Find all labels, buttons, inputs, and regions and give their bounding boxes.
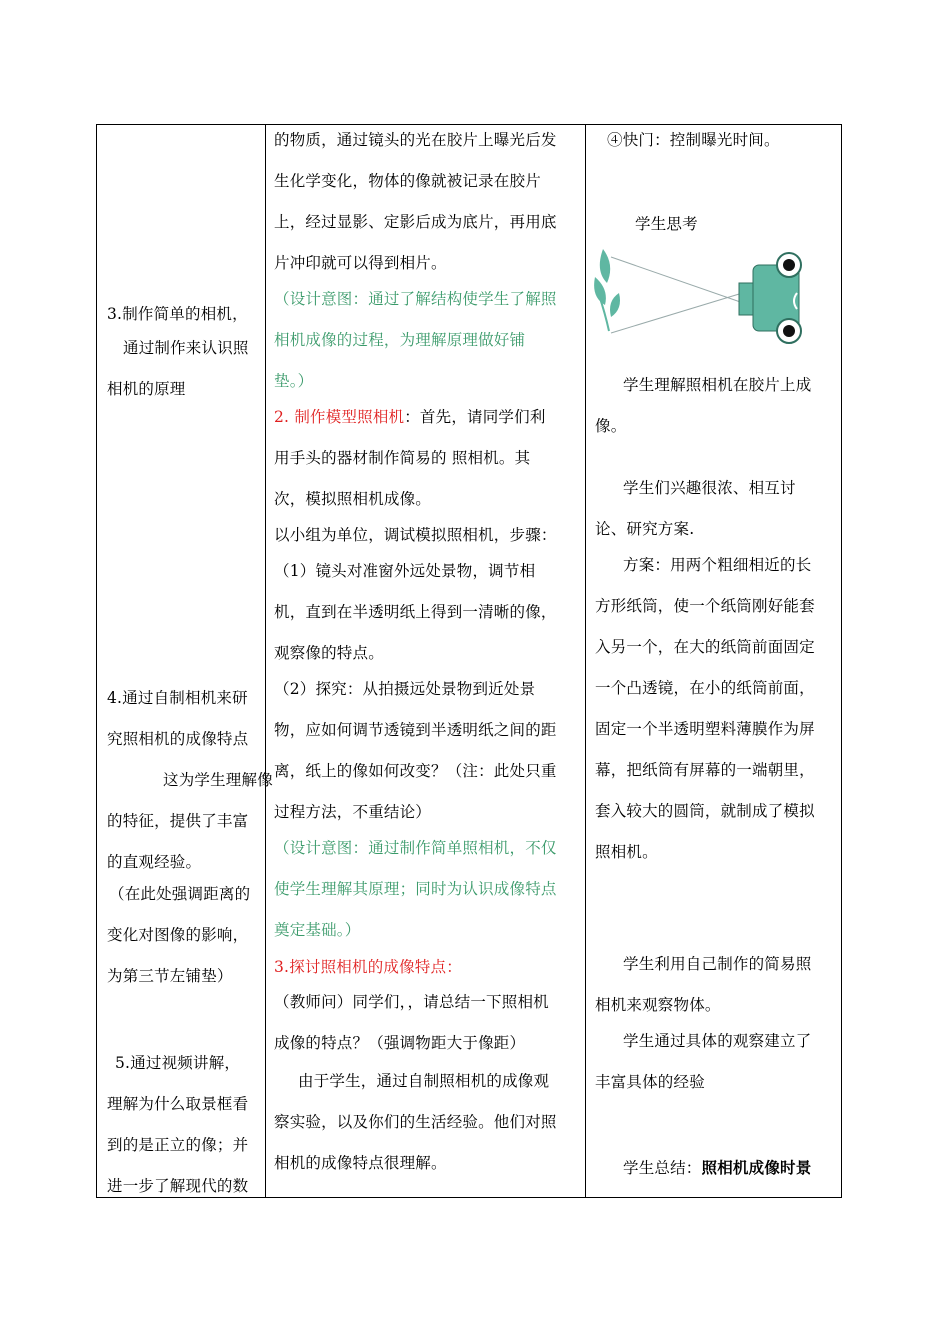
design-intent-note: 使学生理解其原理；同时为认识成像特点 <box>274 880 557 898</box>
camera-icon <box>739 253 801 343</box>
col3-line: 照相机。 <box>595 843 658 861</box>
col1-line: 5.通过视频讲解， <box>115 1054 241 1072</box>
col2-line: 物，应如何调节透镜到半透明纸之间的距 <box>274 721 557 739</box>
col2-line: 2. 制作模型照相机：首先，请同学们利 <box>274 408 546 426</box>
col3-line: 学生们兴趣很浓、相互讨 <box>623 479 796 497</box>
col2-line: 次，模拟照相机成像。 <box>274 490 432 508</box>
col3-line: ④快门：控制曝光时间。 <box>607 131 780 149</box>
col2-line: 的物质，通过镜头的光在胶片上曝光后发 <box>274 131 557 149</box>
summary-emphasis: 照相机成像时景 <box>701 1158 812 1177</box>
col2-line: 察实验，以及你们的生活经验。他们对照 <box>274 1113 557 1131</box>
col2-line: 由于学生，通过自制照相机的成像观 <box>298 1072 550 1090</box>
col2-line: 机，直到在半透明纸上得到一清晰的像， <box>274 603 557 621</box>
col3-line: 方案：用两个粗细相近的长 <box>623 556 812 574</box>
col3-line: 丰富具体的经验 <box>595 1073 705 1091</box>
col1-line: 进一步了解现代的数 <box>107 1177 249 1195</box>
col1-line: 4.通过自制相机来研 <box>107 689 248 707</box>
camera-imaging-figure <box>593 243 809 361</box>
lesson-table <box>96 124 842 1198</box>
col3-line: 相机来观察物体。 <box>595 996 721 1014</box>
col2-line: 相机的成像特点很理解。 <box>274 1154 447 1172</box>
col1-line: 通过制作来认识照 <box>123 339 249 357</box>
col1-line: （在此处强调距离的 <box>109 885 251 903</box>
col2-line: 上，经过显影、定影后成为底片，再用底 <box>274 213 557 231</box>
col1-line: 这为学生理解像 <box>163 771 273 789</box>
section-heading: 3.探讨照相机的成像特点： <box>274 958 462 976</box>
col2-line: （1）镜头对准窗外远处景物，调节相 <box>274 562 536 580</box>
col1-line: 理解为什么取景框看 <box>107 1095 249 1113</box>
col1-line: 为第三节左铺垫） <box>107 967 233 985</box>
col3-line: 论、研究方案. <box>595 520 695 538</box>
col1-line: 相机的原理 <box>107 380 186 398</box>
teaching-goal-column <box>97 125 273 1197</box>
col3-line: 学生通过具体的观察建立了 <box>623 1032 812 1050</box>
col1-line: 究照相机的成像特点 <box>107 730 249 748</box>
col3-line: 入另一个，在大的纸筒前面固定 <box>595 638 815 656</box>
col2-line: 生化学变化，物体的像就被记录在胶片 <box>274 172 541 190</box>
col3-line: 幕，把纸筒有屏幕的一端朝里， <box>595 761 815 779</box>
col2-line: （2）探究：从拍摄远处景物到近处景 <box>274 680 536 698</box>
col2-line: 离，纸上的像如何改变？（注：此处只重 <box>274 762 557 780</box>
design-intent-note: （设计意图：通过制作简单照相机，不仅 <box>274 839 557 857</box>
student-activity-column <box>585 125 841 1197</box>
col1-line: 变化对图像的影响， <box>107 926 249 944</box>
col2-line: （教师问）同学们，，请总结一下照相机 <box>274 993 549 1011</box>
col3-line: 固定一个半透明塑料薄膜作为屏 <box>595 720 815 738</box>
col2-line: 片冲印就可以得到相片。 <box>274 254 447 272</box>
col1-line: 的特征，提供了丰富 <box>107 812 249 830</box>
design-intent-note: 垫。） <box>274 372 314 390</box>
section-heading: 2. 制作模型照相机 <box>274 408 405 426</box>
col1-line: 到的是正立的像；并 <box>107 1136 249 1154</box>
col3-line: 学生理解照相机在胶片上成 <box>623 376 812 394</box>
col3-line: 学生总结：照相机成像时景 <box>623 1158 812 1177</box>
teacher-activity-column <box>265 125 586 1197</box>
col3-line: 一个凸透镜，在小的纸筒前面， <box>595 679 815 697</box>
col3-line: 学生利用自己制作的简易照 <box>623 955 812 973</box>
col2-line: 观察像的特点。 <box>274 644 384 662</box>
col1-line: 3.制作简单的相机， <box>107 305 248 323</box>
col3-line: 方形纸筒，使一个纸筒刚好能套 <box>595 597 815 615</box>
col2-line: 过程方法，不重结论） <box>274 803 432 821</box>
col3-line: 像。 <box>595 417 627 435</box>
leaf-icon <box>594 249 620 331</box>
col3-line: 学生思考 <box>635 215 698 233</box>
col1-line: 的直观经验。 <box>107 853 202 871</box>
col2-line: 以小组为单位，调试模拟照相机，步骤： <box>274 526 557 544</box>
col2-line: 用手头的器材制作简易的 照相机。其 <box>274 449 531 467</box>
design-intent-note: 相机成像的过程，为理解原理做好铺 <box>274 331 526 349</box>
design-intent-note: （设计意图：通过了解结构使学生了解照 <box>274 290 557 308</box>
design-intent-note: 奠定基础。） <box>274 921 361 939</box>
col3-line: 套入较大的圆筒，就制成了模拟 <box>595 802 815 820</box>
col2-line: 成像的特点？（强调物距大于像距） <box>274 1034 526 1052</box>
